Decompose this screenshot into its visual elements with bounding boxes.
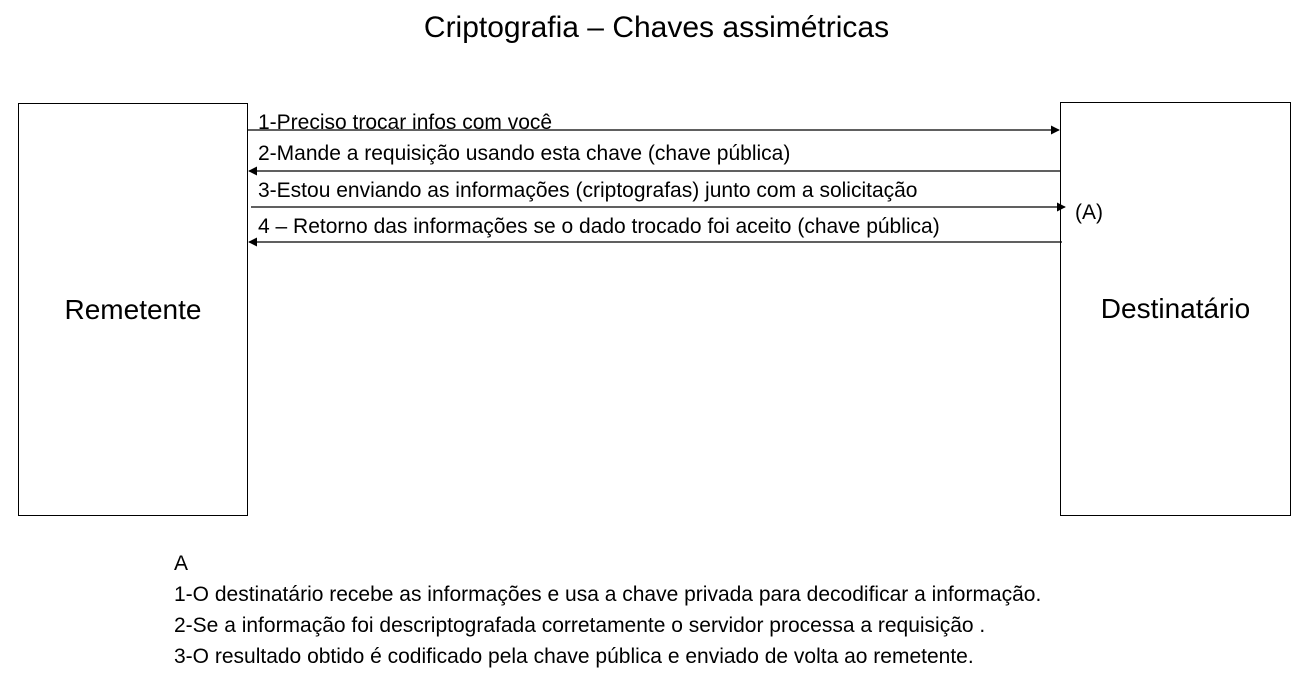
message-4: 4 – Retorno das informações se o dado trocado foi aceito (chave pública) <box>258 215 940 238</box>
note-item-2: 2-Se a informação foi descriptografada corretamente o servidor processa a requisição . <box>174 614 986 637</box>
message-1: 1-Preciso trocar infos com você <box>258 111 553 134</box>
note-item-3: 3-O resultado obtido é codificado pela chave pública e enviado de volta ao remetente. <box>174 645 974 668</box>
message-2: 2-Mande a requisição usando esta chave (chave pública) <box>258 142 791 165</box>
receiver-label: Destinatário <box>1100 293 1251 324</box>
note-a-marker: (A) <box>1075 201 1103 224</box>
notes-heading: A <box>174 552 189 575</box>
diagram-title: Criptografia – Chaves assimétricas <box>423 11 890 44</box>
sender-label: Remetente <box>64 293 202 325</box>
note-item-1: 1-O destinatário recebe as informações e usa a chave privada para decodificar a informação. <box>174 583 1042 606</box>
message-3: 3-Estou enviando as informações (criptografas) junto com a solicitação <box>258 179 918 202</box>
notes-section <box>174 548 1041 672</box>
